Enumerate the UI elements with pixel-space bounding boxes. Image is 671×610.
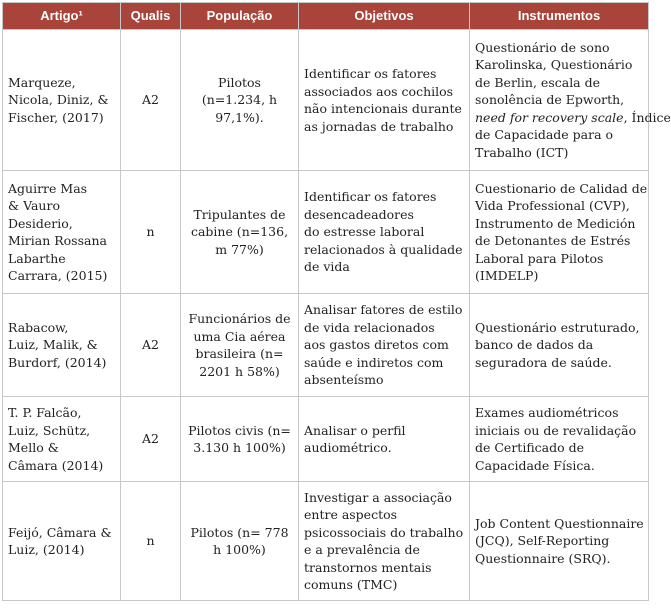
- objetivos-cell: Identificar os fatores desencadeadores do estresse laboral relacionados à qualidade de vida: [299, 171, 470, 294]
- artigo-cell: T. P. Falcão, Luiz, Schütz, Mello & Câmara (2014): [3, 397, 121, 482]
- instrumentos-cell: Questionário de sono Karolinska, Questionário de Berlin, escala de sonolência de Epworth, need for recovery scale, Índice de Capacidade para o Trabalho (ICT): [470, 30, 649, 171]
- qualis-cell: n: [121, 482, 181, 601]
- table-row: [3, 397, 649, 482]
- objetivos-cell: Identificar os fatores associados aos cochilos não intencionais durante as jornadas de trabalho: [299, 30, 470, 171]
- table-row: [3, 30, 649, 171]
- qualis-cell: A2: [121, 397, 181, 482]
- objetivos-cell: Investigar a associação entre aspectos psicossociais do trabalho e a prevalência de transtornos mentais comuns (TMC): [299, 482, 470, 601]
- populacao-cell: Pilotos (n=1.234, h 97,1%).: [181, 30, 299, 171]
- instrumentos-cell: Cuestionario de Calidad de Vida Professional (CVP), Instrumento de Medición de Detonantes de Estrés Laboral para Pilotos (IMDELP): [470, 171, 649, 294]
- qualis-cell: A2: [121, 294, 181, 397]
- artigo-cell: Marqueze, Nicola, Diniz, & Fischer, (2017): [3, 30, 121, 171]
- italic-scale-name: need for recovery scale: [475, 109, 624, 125]
- table-row: [3, 171, 649, 294]
- populacao-cell: Pilotos civis (n= 3.130 h 100%): [181, 397, 299, 482]
- table-row: [3, 294, 649, 397]
- artigo-cell: Rabacow, Luiz, Malik, & Burdorf, (2014): [3, 294, 121, 397]
- header-populacao: População: [181, 3, 299, 30]
- populacao-cell: Tripulantes de cabine (n=136, m 77%): [181, 171, 299, 294]
- header-row: [3, 3, 649, 30]
- qualis-cell: A2: [121, 30, 181, 171]
- instrumentos-cell: Questionário estruturado, banco de dados da seguradora de saúde.: [470, 294, 649, 397]
- artigo-cell: Feijó, Câmara & Luiz, (2014): [3, 482, 121, 601]
- instrumentos-cell: Exames audiométricos iniciais ou de revalidação de Certificado de Capacidade Física.: [470, 397, 649, 482]
- objetivos-cell: Analisar o perfil audiométrico.: [299, 397, 470, 482]
- qualis-cell: n: [121, 171, 181, 294]
- populacao-cell: Pilotos (n= 778 h 100%): [181, 482, 299, 601]
- studies-table: [2, 2, 671, 601]
- header-objetivos: Objetivos: [299, 3, 470, 30]
- instrumentos-cell: Job Content Questionnaire (JCQ), Self-Reporting Questionnaire (SRQ).: [470, 482, 649, 601]
- table-row: [3, 482, 649, 601]
- header-qualis: Qualis: [121, 3, 181, 30]
- artigo-cell: Aguirre Mas & Vauro Desiderio, Mirian Rossana Labarthe Carrara, (2015): [3, 171, 121, 294]
- populacao-cell: Funcionários de uma Cia aérea brasileira (n= 2201 h 58%): [181, 294, 299, 397]
- header-artigo: Artigo¹: [3, 3, 121, 30]
- studies-table-container: [2, 2, 671, 601]
- objetivos-cell: Analisar fatores de estilo de vida relacionados aos gastos diretos com saúde e indiretos com absenteísmo: [299, 294, 470, 397]
- header-instrumentos: Instrumentos: [470, 3, 649, 30]
